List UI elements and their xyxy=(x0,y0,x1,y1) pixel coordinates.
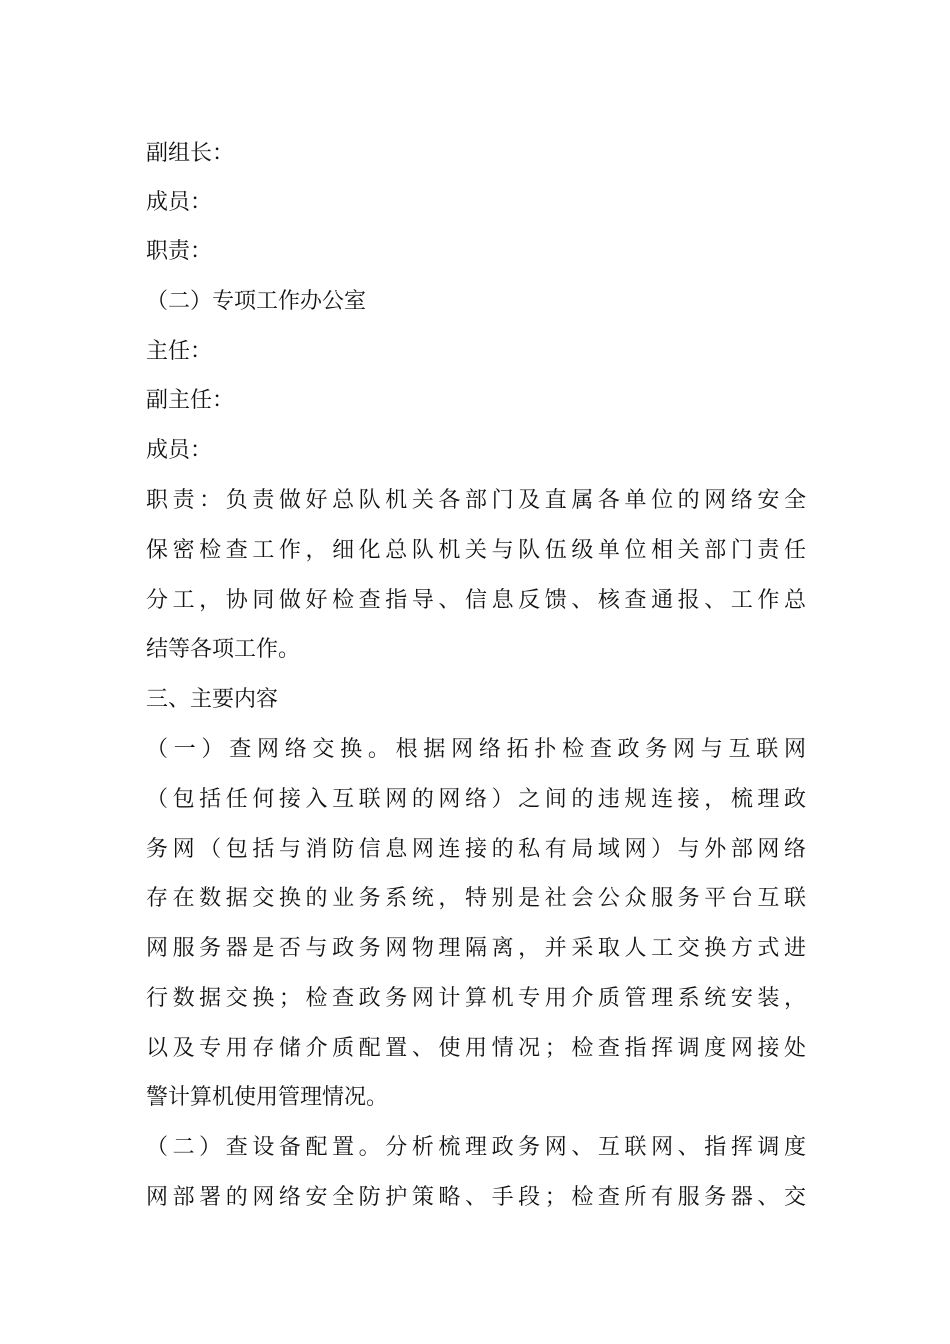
section-heading-office: （二）专项工作办公室 xyxy=(146,289,367,314)
paragraph-line: 分工，协同做好检查指导、信息反馈、核查通报、工作总 xyxy=(146,588,806,613)
paragraph-line: （二）查设备配置。分析梳理政务网、互联网、指挥调度 xyxy=(146,1135,806,1160)
paragraph-line: 网服务器是否与政务网物理隔离，并采取人工交换方式进 xyxy=(146,936,806,961)
text-line-deputy-director: 副主任： xyxy=(146,388,235,413)
paragraph-line: （一）查网络交换。根据网络拓扑检查政务网与互联网 xyxy=(146,737,806,762)
paragraph-line: 以及专用存储介质配置、使用情况；检查指挥调度网接处 xyxy=(146,1036,806,1061)
paragraph-line: 结等各项工作。 xyxy=(146,637,301,662)
text-line-office-members: 成员： xyxy=(146,438,213,463)
text-line-members: 成员： xyxy=(146,190,213,215)
paragraph-line: 网部署的网络安全防护策略、手段；检查所有服务器、交 xyxy=(146,1185,806,1210)
paragraph-line: 保密检查工作，细化总队机关与队伍级单位相关部门责任 xyxy=(146,538,806,563)
paragraph-line: （包括任何接入互联网的网络）之间的违规连接，梳理政 xyxy=(146,787,806,812)
paragraph-line: 存在数据交换的业务系统，特别是社会公众服务平台互联 xyxy=(146,886,806,911)
text-line-director: 主任： xyxy=(146,339,213,364)
paragraph-line: 务网（包括与消防信息网连接的私有局域网）与外部网络 xyxy=(146,837,806,862)
paragraph-line: 职责：负责做好总队机关各部门及直属各单位的网络安全 xyxy=(146,488,806,513)
section-heading-main-content: 三、主要内容 xyxy=(146,687,279,712)
text-line-duties: 职责： xyxy=(146,239,213,264)
paragraph-line: 警计算机使用管理情况。 xyxy=(146,1085,389,1110)
paragraph-line: 行数据交换；检查政务网计算机专用介质管理系统安装， xyxy=(146,986,806,1011)
text-line-deputy-leader: 副组长： xyxy=(146,141,235,166)
